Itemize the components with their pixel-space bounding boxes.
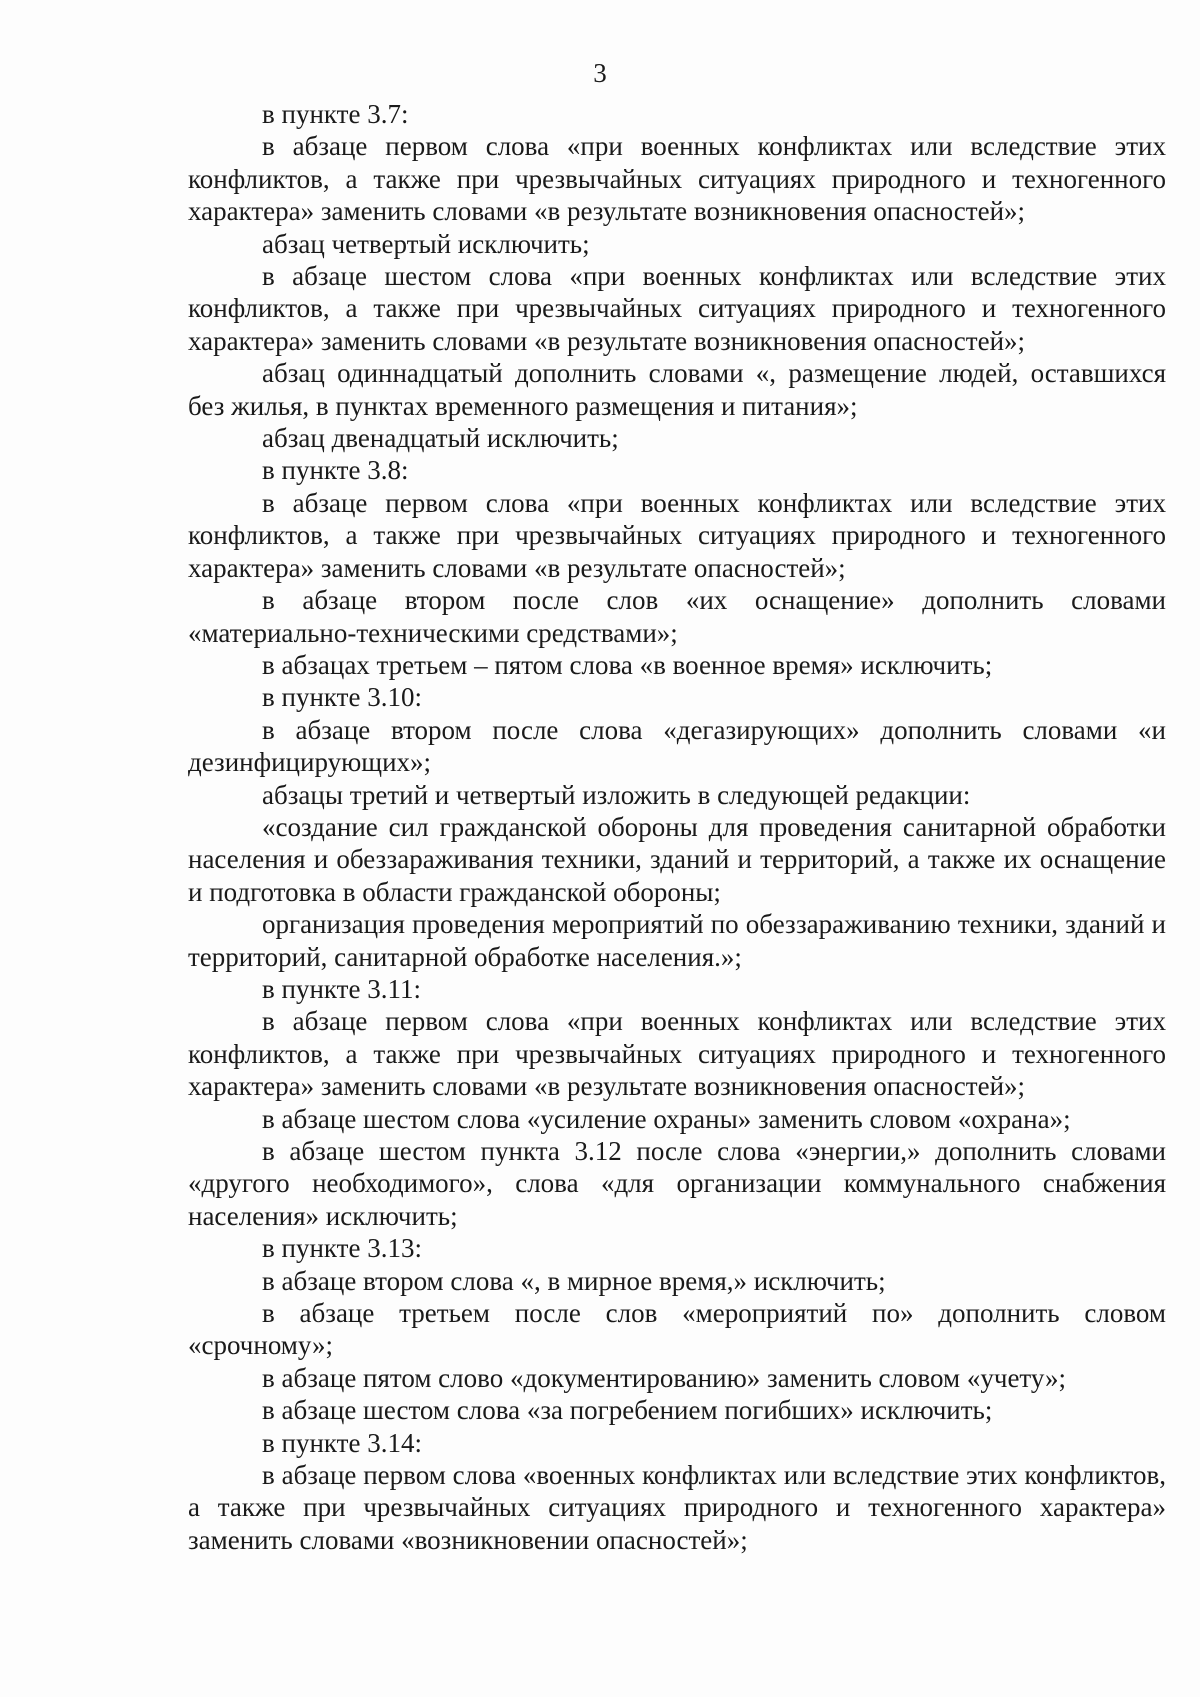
paragraph: в абзаце первом слова «при военных конфликтах или вследствие этих конфликтов, а также при чрезвычайных ситуациях природного и техногенного характера» заменить словами «в результате опасностей»; xyxy=(188,487,1166,583)
paragraph: в абзаце третьем после слов «мероприятий по» дополнить словом «срочному»; xyxy=(188,1298,1166,1361)
paragraph: в абзаце втором после слов «их оснащение» дополнить словами «материально-техническими средствами»; xyxy=(188,585,1166,648)
paragraph: в пункте 3.8: xyxy=(262,455,409,486)
paragraph: организация проведения мероприятий по обеззараживанию техники, зданий и территорий, санитарной обработке населения.»; xyxy=(188,909,1166,972)
paragraph: в пункте 3.10: xyxy=(262,682,422,713)
paragraph: в абзаце шестом слова «за погребением погибших» исключить; xyxy=(262,1395,993,1426)
paragraph: в абзаце первом слова «при военных конфликтах или вследствие этих конфликтов, а также при чрезвычайных ситуациях природного и техногенного характера» заменить словами «в результате возникновения опасностей»; xyxy=(188,1006,1166,1102)
paragraph: в абзаце шестом пункта 3.12 после слова «энергии,» дополнить словами «другого необходимого», слова «для организации коммунального снабжения населения» исключить; xyxy=(188,1136,1166,1231)
paragraph: в абзаце первом слова «при военных конфликтах или вследствие этих конфликтов, а также при чрезвычайных ситуациях природного и техногенного характера» заменить словами «в результате возникновения опасностей»; xyxy=(188,131,1166,227)
paragraph: в абзаце пятом слово «документированию» заменить словом «учету»; xyxy=(262,1362,1067,1393)
paragraph: в пункте 3.11: xyxy=(262,973,421,1004)
paragraph: в абзаце шестом слова «усиление охраны» заменить словом «охрана»; xyxy=(262,1103,1071,1134)
paragraph: в пункте 3.7: xyxy=(262,99,409,129)
paragraph: абзац четвертый исключить; xyxy=(262,228,590,259)
paragraph: абзац двенадцатый исключить; xyxy=(262,423,619,454)
paragraph: «создание сил гражданской обороны для проведения санитарной обработки населения и обеззараживания техники, зданий и территорий, а также их оснащение и подготовка в области гражданской обороны; xyxy=(188,811,1166,907)
paragraph: в пункте 3.14: xyxy=(262,1427,422,1458)
paragraph: в абзацах третьем – пятом слова «в военное время» исключить; xyxy=(262,649,993,680)
paragraph: в абзаце первом слова «военных конфликтах или вследствие этих конфликтов, а также при чрезвычайных ситуациях природного и техногенного характера» заменить словами «возникновении опасностей»; xyxy=(188,1460,1166,1555)
paragraph: абзацы третий и четвертый изложить в следующей редакции: xyxy=(262,779,971,810)
paragraph: в абзаце втором слова «, в мирное время,» исключить; xyxy=(262,1265,886,1296)
paragraph: в пункте 3.13: xyxy=(262,1233,422,1264)
paragraph: абзац одиннадцатый дополнить словами «, размещение людей, оставшихся без жилья, в пунктах временного размещения и питания»; xyxy=(188,358,1166,421)
document-body xyxy=(188,98,1166,1556)
paragraph: в абзаце шестом слова «при военных конфликтах или вследствие этих конфликтов, а также при чрезвычайных ситуациях природного и техногенного характера» заменить словами «в результате возникновения опасностей»; xyxy=(188,261,1166,356)
paragraph: в абзаце втором после слова «дегазирующих» дополнить словами «и дезинфицирующих»; xyxy=(188,714,1166,778)
page-number: 3 xyxy=(593,58,607,88)
